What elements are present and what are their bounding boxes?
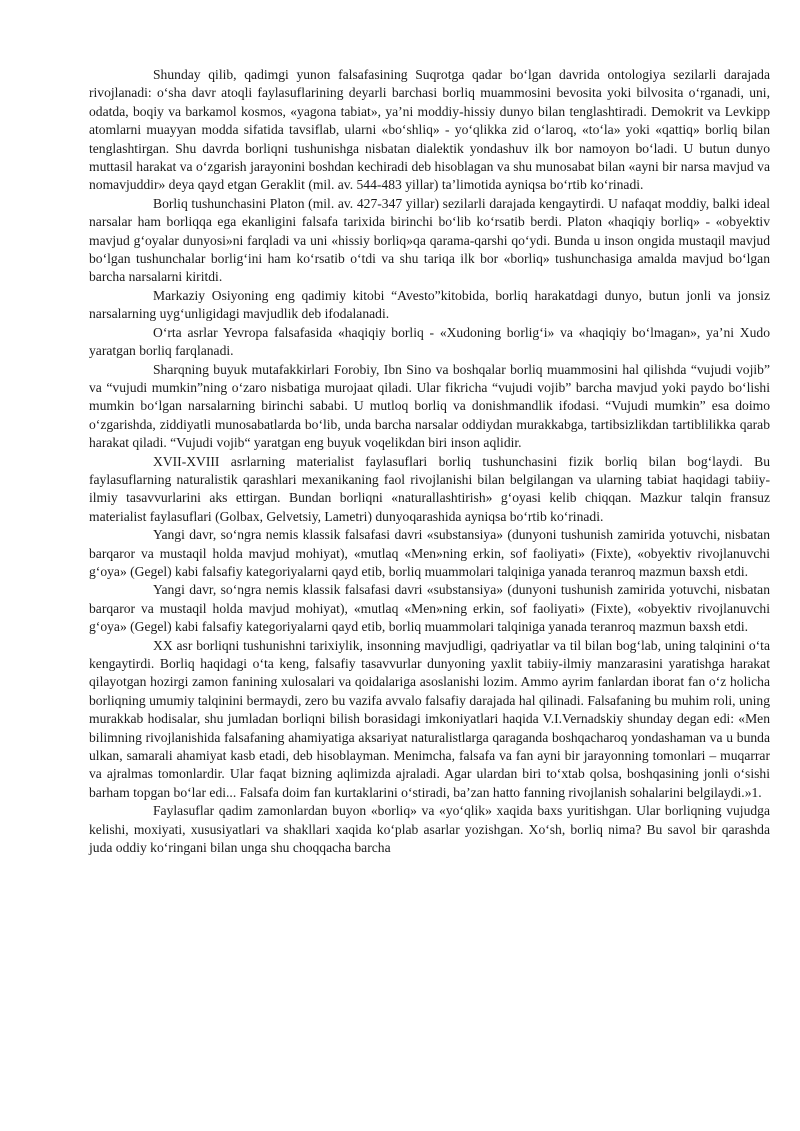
paragraph-german-classical-1: Yangi davr, so‘ngra nemis klassik falsafasi davri «substansiya» (dunyoni tushunish zamirida yotuvchi, nisbatan barqaror va mustaqil holda mavjud mohiyat), «mutlaq «Men»ning erkin, sof faoliyati» (Fixte), «obyektiv rivojlanuvchi g‘oya» (Gegel) kabi falsafiy kategoriyalarni qayd etib, borliq muammolari talqiniga yanada teranroq mazmun baxsh etdi. [89, 527, 770, 579]
paragraph-avesto: Markaziy Osiyoning eng qadimiy kitobi “Avesto”kitobida, borliq harakatdagi dunyo, butun jonli va jonsiz narsalarning uyg‘unligidagi mavjudlik deb ifodalanadi. [89, 287, 770, 322]
paragraph-middle-ages: O‘rta asrlar Yevropa falsafasida «haqiqiy borliq - «Xudoning borlig‘i» va «haqiqiy bo‘lmagan», ya’ni Xudo yaratgan borliq farqlanadi. [89, 324, 770, 359]
paragraph-eastern-thinkers: Sharqning buyuk mutafakkirlari Forobiy, Ibn Sino va boshqalar borliq muammosini hal qilishda “vujudi vojib” va “vujudi mumkin”ning o‘zaro nisbatiga murojaat qiladi. Ular fikricha “vujudi vojib” barcha mavjud yoki paydo bo‘lishi mumkin bo‘lgan narsalarning birinchi sababi. U mutloq borliq va donishmandlik ifodasi. “Vujudi mumkin” esa doimo o‘zgarishda, ziddiyatli munosabatlarda bo‘lib, unda barcha narsalar oddiydan murakkabga, tartibsizlikdan tartiblilikka qarab harakat qiladi. “Vujudi vojib“ yaratgan eng buyuk voqelikdan biri inson aqlidir. [89, 361, 770, 451]
paragraph-twentieth-century: XX asr borliqni tushunishni tarixiylik, insonning mavjudligi, qadriyatlar va til bilan bog‘lab, uning talqinini o‘ta kengaytirdi. Borliq haqidagi o‘ta keng, falsafiy tasavvurlar dunyoning yaxlit tabiiy-ilmiy manzarasini yaratishga harakat qilayotgan hozirgi zamon fanining xulosalari va qoidalariga asoslanishi lozim. Ammo ayrim fanlardan iborat fan o‘z holicha borliqning umumiy talqinini bermaydi, zero bu vazifa avvalo falsafiy darajada hal qilinadi. Falsafaning bu muhim roli, uning murakkab hodisalar, shu jumladan borliqni bilish borasidagi imkoniyatlari haqida V.I.Vernadskiy shunday degan edi: «Men bilimning rivojlanishida falsafaning ahamiyatiga aksariyat naturalistlarga qaraganda boshqacharoq yondashaman va u bunda ulkan, samarali ahamiyat kasb etadi, deb hisoblayman. Menimcha, falsafa va fan ayni bir jarayonning tomonlari – muqarrar va ajralmas tomonlardir. Ular faqat bizning aqlimizda ajraladi. Agar ulardan biri to‘xtab qolsa, boshqasining jonli o‘sishi barham topgan bo‘lar edi... Falsafa doim fan kurtaklarini o‘stiradi, ba’zan hatto fanning rivojlanish sohalarini belgilaydi.»1. [89, 637, 770, 800]
paragraph-german-classical-2: Yangi davr, so‘ngra nemis klassik falsafasi davri «substansiya» (dunyoni tushunish zamirida yotuvchi, nisbatan barqaror va mustaqil holda mavjud mohiyat), «mutlaq «Men»ning erkin, sof faoliyati» (Fixte), «obyektiv rivojlanuvchi g‘oya» (Gegel) kabi falsafiy kategoriyalarni qayd etib, borliq muammolari talqiniga yanada teranroq mazmun baxsh etdi. [89, 582, 770, 635]
paragraph-plato: Borliq tushunchasini Platon (mil. av. 427-347 yillar) sezilarli darajada kengaytirdi. U nafaqat moddiy, balki ideal narsalar ham borliqqa ega ekanligini falsafa tarixida birinchi bo‘lib ko‘rsatib berdi. Platon «haqiqiy borliq» - «obyektiv mavjud g‘oyalar dunyosi»ni farqladi va uni «hissiy borliq»qa qarama-qarshi qo‘ydi. Bunda u inson ongida mustaqil mavjud bo‘lgan tushunchalar borlig‘ini ham ko‘rsatib o‘tdi va shu tariqa ilk bor «borliq» tushunchasiga amalda mavjud bo‘lgan barcha narsalarni kiritdi. [89, 195, 770, 285]
document-page [89, 66, 770, 857]
paragraph-philosophers-debate: Faylasuflar qadim zamonlardan buyon «borliq» va «yo‘qlik» xaqida baxs yuritishgan. Ular borliqning vujudga kelishi, moxiyati, xususiyatlari va shakllari xaqida ko‘plab asarlar yozishgan. Xo‘sh, borliq nima? Bu savol bir qarashda juda oddiy ko‘ringani bilan unga shu choqqacha barcha [89, 803, 770, 856]
paragraph-materialists: XVII-XVIII asrlarning materialist faylasuflari borliq tushunchasini fizik borliq bilan bog‘laydi. Bu faylasuflarning naturalistik qarashlari mexanikaning faol rivojlanishi bilan belgilangan va ularning tabiat haqidagi tabiiy-ilmiy tasavvurlarini aks ettirgan. Bundan borliqni «naturallashtirish» g‘oyasi kelib chiqqan. Mazkur talqin fransuz materialist faylasuflari (Golbax, Gelvetsiy, Lametri) dunyoqarashida ayniqsa bo‘rtib ko‘rinadi. [89, 453, 770, 524]
paragraph-presocratic-ontology: Shunday qilib, qadimgi yunon falsafasining Suqrotga qadar bo‘lgan davrida ontologiya sezilarli darajada rivojlanadi: o‘sha davr atoqli faylasuflarining deyarli barchasi borliq muammosini bevosita yoki bilvosita o‘rganadi, uni, odatda, boqiy va barkamol kosmos, «yagona tabiat», ya’ni moddiy-hissiy dunyo bilan tenglashtiradi. Demokrit va Levkipp atomlarni muayyan modda sifatida tavsiflab, ularni «bo‘shliq» - yo‘qlikka zid o‘laroq, «to‘la» yoki «qattiq» borliq bilan tenglashtirgan. Shu davrda borliqni tushunishga nisbatan dialektik yondashuv ilk bor namoyon bo‘ladi. U butun dunyo muttasil harakat va o‘zgarish jarayonini boshdan kechiradi deb hisoblagan va shu munosabat bilan «ayni bir narsa mavjud va nomavjuddir» deya qayd etgan Geraklit (mil. av. 544-483 yillar) ta’limotida ayniqsa bo‘rtib ko‘rinadi. [89, 67, 770, 193]
